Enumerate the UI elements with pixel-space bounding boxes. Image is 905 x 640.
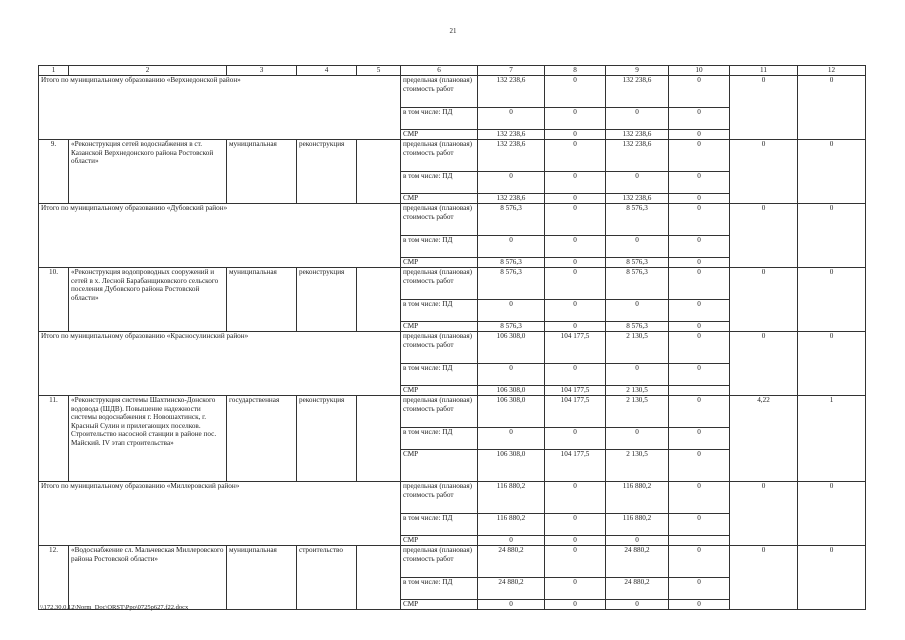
value-col10: 0 <box>669 194 730 204</box>
value-col10: 0 <box>669 364 730 386</box>
value-col10 <box>669 386 730 396</box>
value-col8: 0 <box>545 482 606 514</box>
cost-label: СМР <box>401 536 478 546</box>
value-col9: 0 <box>606 172 669 194</box>
value-col8: 0 <box>545 364 606 386</box>
value-col10: 0 <box>669 396 730 428</box>
object-row <box>39 140 866 172</box>
cost-label: предельная (плановая) стоимость работ <box>401 268 478 300</box>
total-title: Итого по муниципальному образованию «Верхнедонской район» <box>39 76 401 140</box>
value-col7: 0 <box>478 108 545 130</box>
value-col11: 0 <box>730 76 798 140</box>
value-col7: 0 <box>478 364 545 386</box>
value-col8: 104 177,5 <box>545 386 606 396</box>
cost-label: СМР <box>401 600 478 610</box>
total-title: Итого по муниципальному образованию «Миллеровский район» <box>39 482 401 546</box>
value-col9: 132 238,6 <box>606 140 669 172</box>
value-col7: 8 576,3 <box>478 204 545 236</box>
object-number: 9. <box>39 140 69 204</box>
value-col10: 0 <box>669 236 730 258</box>
value-col7: 132 238,6 <box>478 76 545 108</box>
value-col8: 0 <box>545 578 606 600</box>
column-number: 9 <box>606 66 669 76</box>
value-col8: 0 <box>545 140 606 172</box>
value-col8: 0 <box>545 194 606 204</box>
value-col10: 0 <box>669 428 730 450</box>
value-col8: 0 <box>545 300 606 322</box>
value-col10: 0 <box>669 204 730 236</box>
value-col7: 0 <box>478 536 545 546</box>
column-number: 11 <box>730 66 798 76</box>
value-col10: 0 <box>669 546 730 578</box>
object-row <box>39 268 866 300</box>
value-col7: 8 576,3 <box>478 258 545 268</box>
value-col9: 2 130,5 <box>606 386 669 396</box>
value-col7: 132 238,6 <box>478 140 545 172</box>
value-col9: 0 <box>606 536 669 546</box>
value-col10: 0 <box>669 332 730 364</box>
value-col10: 0 <box>669 268 730 300</box>
ownership-type: муниципальная <box>227 268 297 332</box>
value-col7: 132 238,6 <box>478 130 545 140</box>
cost-label: в том числе: ПД <box>401 236 478 258</box>
ownership-type: муниципальная <box>227 140 297 204</box>
value-col8: 104 177,5 <box>545 332 606 364</box>
value-col7: 0 <box>478 428 545 450</box>
value-col7: 106 308,0 <box>478 450 545 482</box>
column-number: 1 <box>39 66 69 76</box>
value-col8: 0 <box>545 514 606 536</box>
value-col7: 8 576,3 <box>478 322 545 332</box>
value-col8: 0 <box>545 428 606 450</box>
cost-label: СМР <box>401 130 478 140</box>
cost-label: СМР <box>401 258 478 268</box>
value-col10: 0 <box>669 300 730 322</box>
value-col11: 0 <box>730 482 798 546</box>
cost-label: СМР <box>401 322 478 332</box>
value-col7: 116 880,2 <box>478 482 545 514</box>
column-number: 12 <box>798 66 866 76</box>
value-col9: 132 238,6 <box>606 76 669 108</box>
cost-label: предельная (плановая) стоимость работ <box>401 332 478 364</box>
value-col12: 0 <box>798 76 866 140</box>
object-name: «Реконструкция системы Шахтинско-Донского водовода (ШДВ). Повышение надежности системы водоснабжения г. Новошахтинск, г. Красный Сулин и прилегающих поселков. Строительство насосной станции в районе пос. Майский. IV этап строительства» <box>69 396 227 482</box>
work-type: реконструкция <box>297 140 357 204</box>
total-title: Итого по муниципальному образованию «Красносулинский район» <box>39 332 401 396</box>
value-col7: 0 <box>478 600 545 610</box>
value-col8: 104 177,5 <box>545 396 606 428</box>
object-number: 10. <box>39 268 69 332</box>
value-col7: 8 576,3 <box>478 268 545 300</box>
value-col10: 0 <box>669 258 730 268</box>
value-col11: 0 <box>730 332 798 396</box>
value-col10 <box>669 536 730 546</box>
value-col8: 0 <box>545 546 606 578</box>
cost-label: в том числе: ПД <box>401 364 478 386</box>
column-number: 8 <box>545 66 606 76</box>
value-col9: 0 <box>606 364 669 386</box>
value-col8: 0 <box>545 258 606 268</box>
value-col7: 0 <box>478 172 545 194</box>
column-number: 2 <box>69 66 227 76</box>
value-col8: 0 <box>545 268 606 300</box>
value-col10: 0 <box>669 600 730 610</box>
value-col9: 116 880,2 <box>606 514 669 536</box>
value-col9: 24 880,2 <box>606 578 669 600</box>
object-number: 12. <box>39 546 69 610</box>
value-col12: 0 <box>798 332 866 396</box>
object-name: «Водоснабжение сл. Мальчевская Миллеровского района Ростовской области» <box>69 546 227 610</box>
column-number: 7 <box>478 66 545 76</box>
value-col8: 0 <box>545 600 606 610</box>
value-col12: 1 <box>798 396 866 482</box>
value-col9: 8 576,3 <box>606 322 669 332</box>
cost-label: в том числе: ПД <box>401 514 478 536</box>
cost-label: в том числе: ПД <box>401 578 478 600</box>
empty-cell <box>357 140 401 204</box>
value-col9: 116 880,2 <box>606 482 669 514</box>
value-col10: 0 <box>669 322 730 332</box>
value-col10: 0 <box>669 108 730 130</box>
column-number: 5 <box>357 66 401 76</box>
value-col8: 0 <box>545 108 606 130</box>
value-col9: 8 576,3 <box>606 204 669 236</box>
file-path-footer: \\172.30.0.12\Norm_Doc\ORST\Ppo\0725p627.f22.docx <box>40 604 189 611</box>
value-col7: 24 880,2 <box>478 546 545 578</box>
cost-label: предельная (плановая) стоимость работ <box>401 396 478 428</box>
value-col11: 0 <box>730 546 798 610</box>
value-col9: 8 576,3 <box>606 268 669 300</box>
object-number: 11. <box>39 396 69 482</box>
empty-cell <box>357 268 401 332</box>
value-col11: 0 <box>730 140 798 204</box>
value-col12: 0 <box>798 482 866 546</box>
work-type: строительство <box>297 546 357 610</box>
value-col12: 0 <box>798 546 866 610</box>
total-row <box>39 204 866 236</box>
ownership-type: государственная <box>227 396 297 482</box>
cost-label: в том числе: ПД <box>401 428 478 450</box>
value-col7: 0 <box>478 300 545 322</box>
value-col11: 0 <box>730 268 798 332</box>
cost-label: предельная (плановая) стоимость работ <box>401 76 478 108</box>
investment-table <box>38 65 866 610</box>
object-row <box>39 396 866 428</box>
value-col9: 0 <box>606 600 669 610</box>
value-col10: 0 <box>669 76 730 108</box>
column-number: 6 <box>401 66 478 76</box>
value-col9: 0 <box>606 236 669 258</box>
total-title: Итого по муниципальному образованию «Дубовский район» <box>39 204 401 268</box>
value-col7: 106 308,0 <box>478 396 545 428</box>
value-col10: 0 <box>669 140 730 172</box>
value-col9: 132 238,6 <box>606 194 669 204</box>
column-number: 4 <box>297 66 357 76</box>
value-col12: 0 <box>798 204 866 268</box>
cost-label: предельная (плановая) стоимость работ <box>401 140 478 172</box>
value-col9: 24 880,2 <box>606 546 669 578</box>
value-col8: 0 <box>545 236 606 258</box>
column-number-row <box>39 66 866 76</box>
value-col10: 0 <box>669 578 730 600</box>
cost-label: СМР <box>401 450 478 482</box>
value-col7: 0 <box>478 236 545 258</box>
value-col10: 0 <box>669 482 730 514</box>
value-col7: 24 880,2 <box>478 578 545 600</box>
value-col12: 0 <box>798 268 866 332</box>
empty-cell <box>357 396 401 482</box>
value-col9: 0 <box>606 428 669 450</box>
value-col8: 0 <box>545 536 606 546</box>
value-col7: 106 308,0 <box>478 332 545 364</box>
value-col9: 0 <box>606 300 669 322</box>
column-number: 10 <box>669 66 730 76</box>
value-col8: 104 177,5 <box>545 450 606 482</box>
value-col11: 4,22 <box>730 396 798 482</box>
page-number: 21 <box>449 27 457 35</box>
cost-label: в том числе: ПД <box>401 300 478 322</box>
value-col10: 0 <box>669 450 730 482</box>
value-col12: 0 <box>798 140 866 204</box>
total-row <box>39 76 866 108</box>
object-row <box>39 546 866 578</box>
value-col8: 0 <box>545 130 606 140</box>
value-col7: 106 308,0 <box>478 386 545 396</box>
column-number: 3 <box>227 66 297 76</box>
cost-label: в том числе: ПД <box>401 172 478 194</box>
object-name: «Реконструкция сетей водоснабжения в ст. Казанской Верхнедонского района Ростовской области» <box>69 140 227 204</box>
value-col10: 0 <box>669 514 730 536</box>
value-col8: 0 <box>545 322 606 332</box>
work-type: реконструкция <box>297 396 357 482</box>
work-type: реконструкция <box>297 268 357 332</box>
value-col10: 0 <box>669 172 730 194</box>
cost-label: СМР <box>401 194 478 204</box>
value-col9: 0 <box>606 108 669 130</box>
empty-cell <box>357 546 401 610</box>
value-col8: 0 <box>545 204 606 236</box>
total-row <box>39 332 866 364</box>
value-col8: 0 <box>545 76 606 108</box>
value-col9: 2 130,5 <box>606 450 669 482</box>
cost-label: предельная (плановая) стоимость работ <box>401 482 478 514</box>
object-name: «Реконструкция водопроводных сооружений и сетей в х. Лесной Барабанщиковского сельского поселения Дубовского района Ростовской области» <box>69 268 227 332</box>
value-col9: 8 576,3 <box>606 258 669 268</box>
value-col7: 116 880,2 <box>478 514 545 536</box>
value-col8: 0 <box>545 172 606 194</box>
value-col9: 2 130,5 <box>606 396 669 428</box>
value-col7: 132 238,6 <box>478 194 545 204</box>
value-col9: 132 238,6 <box>606 130 669 140</box>
ownership-type: муниципальная <box>227 546 297 610</box>
cost-label: СМР <box>401 386 478 396</box>
value-col11: 0 <box>730 204 798 268</box>
cost-label: в том числе: ПД <box>401 108 478 130</box>
value-col9: 2 130,5 <box>606 332 669 364</box>
total-row <box>39 482 866 514</box>
value-col10: 0 <box>669 130 730 140</box>
cost-label: предельная (плановая) стоимость работ <box>401 204 478 236</box>
cost-label: предельная (плановая) стоимость работ <box>401 546 478 578</box>
